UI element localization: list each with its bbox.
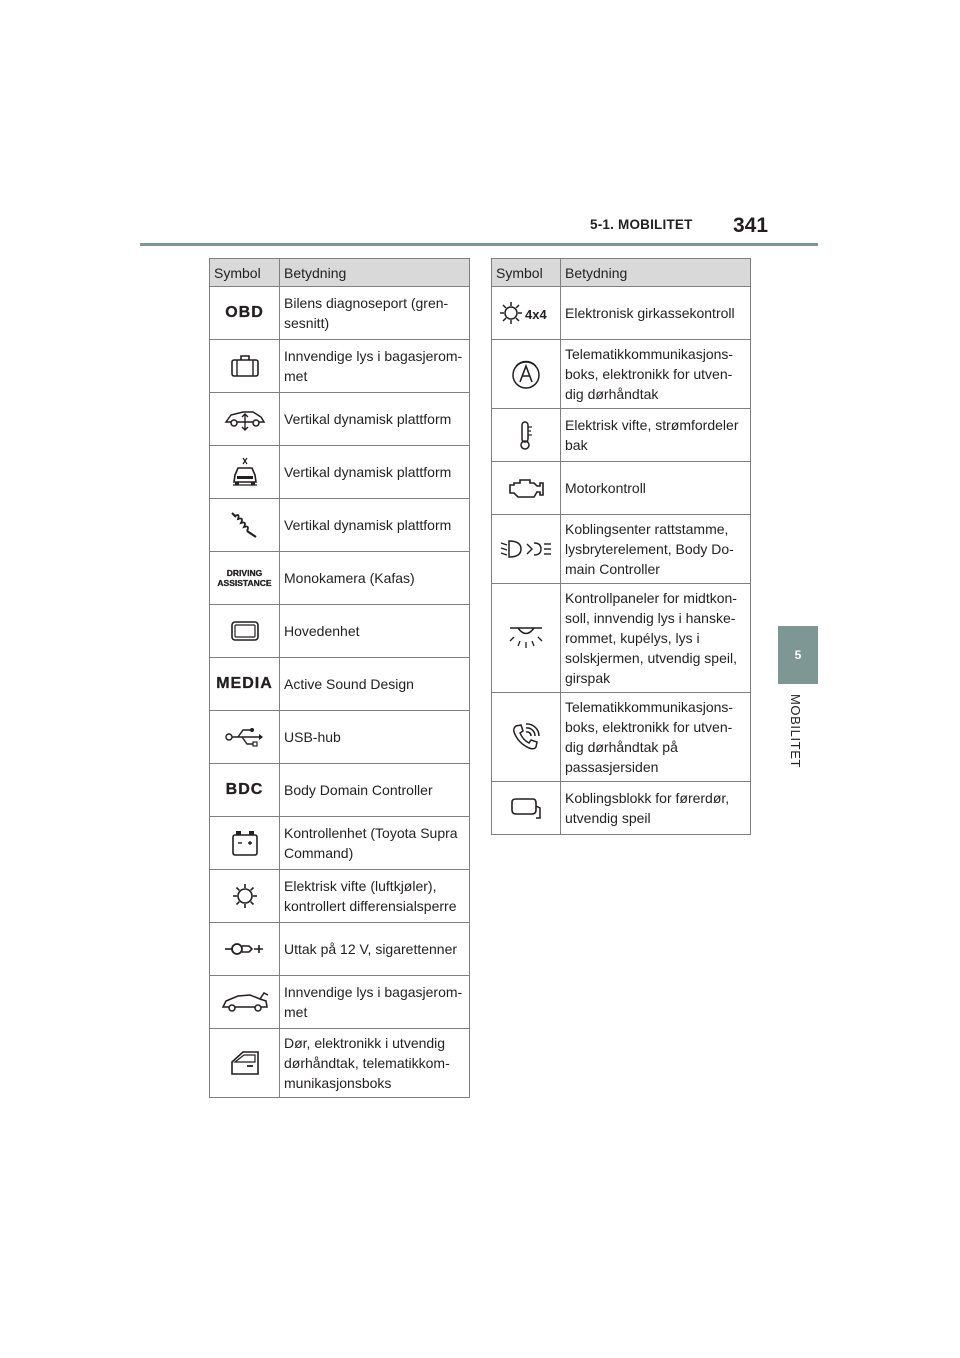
- ceiling-light-icon: [506, 625, 546, 651]
- col-meaning-header: Betydning: [561, 259, 751, 287]
- meaning-text: Active Sound Design: [280, 658, 470, 711]
- mirror-icon: [509, 796, 543, 820]
- meaning-text: Elektrisk vifte (luftkjøler), kontrollert differensialsperre: [280, 870, 470, 923]
- symbol-table-left: [209, 258, 470, 1098]
- usb-icon: [225, 726, 265, 748]
- table-row: [210, 446, 470, 499]
- table-row: [492, 693, 751, 782]
- table-row: [210, 711, 470, 764]
- screen-icon: [230, 620, 260, 642]
- table-row: [210, 870, 470, 923]
- table-row: [210, 605, 470, 658]
- meaning-text: Monokamera (Kafas): [280, 552, 470, 605]
- meaning-text: Hovedenhet: [280, 605, 470, 658]
- table-row: [210, 1029, 470, 1098]
- phone-icon: [510, 721, 542, 753]
- socket-icon: [223, 938, 267, 960]
- meaning-text: Uttak på 12 V, sigarettenner: [280, 923, 470, 976]
- meaning-text: Vertikal dynamisk plattform: [280, 499, 470, 552]
- table-row: [210, 923, 470, 976]
- table-row: [492, 287, 751, 340]
- meaning-text: USB-hub: [280, 711, 470, 764]
- table-row: [492, 515, 751, 584]
- table-row: [210, 393, 470, 446]
- table-row: [210, 287, 470, 340]
- header-rule: [140, 243, 818, 246]
- driving-assistance-text-icon: [217, 568, 271, 588]
- door-icon: [229, 1050, 261, 1076]
- bdc-text-icon: BDC: [225, 781, 264, 799]
- table-row: [492, 462, 751, 515]
- meaning-text: Vertikal dynamisk plattform: [280, 446, 470, 499]
- meaning-text: Innvendige lys i bagasjerom- met: [280, 976, 470, 1029]
- table-row: [210, 976, 470, 1029]
- section-title: 5-1. MOBILITET: [590, 217, 693, 232]
- car-height-icon: [223, 406, 267, 432]
- symbol-table-right: [491, 258, 751, 835]
- spring-icon: [230, 511, 260, 539]
- meaning-text: Vertikal dynamisk plattform: [280, 393, 470, 446]
- engine-icon: [506, 475, 546, 501]
- car-trunk-icon: [220, 989, 270, 1015]
- chapter-tab: 5: [778, 626, 818, 684]
- lights-icon: [499, 538, 553, 560]
- table-row: [492, 409, 751, 462]
- icon-line-1: DRIVING: [226, 568, 263, 578]
- meaning-text: Bilens diagnoseport (gren- sesnitt): [280, 287, 470, 340]
- obd-text-icon: OBD: [225, 304, 264, 322]
- meaning-text: Innvendige lys i bagasjerom- met: [280, 340, 470, 393]
- table-row: [210, 817, 470, 870]
- table-row: [210, 552, 470, 605]
- media-text-icon: MEDIA: [216, 675, 273, 693]
- battery-icon: [230, 829, 260, 857]
- page-number: 341: [733, 214, 769, 237]
- antenna-icon: [510, 358, 542, 390]
- car-front-icon: [230, 457, 260, 487]
- table-row: [210, 499, 470, 552]
- meaning-text: Koblingsenter rattstamme, lysbryterelement, Body Do- main Controller: [561, 515, 751, 584]
- col-symbol-header: Symbol: [210, 259, 280, 287]
- meaning-text: Telematikkommunikasjons- boks, elektronikk for utven- dig dørhåndtak: [561, 340, 751, 409]
- col-symbol-header: Symbol: [492, 259, 561, 287]
- gear-4x4-label: 4x4: [525, 307, 547, 322]
- gear-4x4-icon: [499, 300, 553, 326]
- meaning-text: Dør, elektronikk i utvendig dørhåndtak, telematikkom- munikasjonsboks: [280, 1029, 470, 1098]
- table-row: [210, 340, 470, 393]
- meaning-text: Kontrollenhet (Toyota Supra Command): [280, 817, 470, 870]
- luggage-icon: [230, 354, 260, 378]
- icon-line-2: ASSISTANCE: [217, 578, 272, 588]
- meaning-text: Body Domain Controller: [280, 764, 470, 817]
- meaning-text: Elektrisk vifte, strømfordeler bak: [561, 409, 751, 462]
- meaning-text: Elektronisk girkassekontroll: [561, 287, 751, 340]
- meaning-text: Koblingsblokk for førerdør, utvendig speil: [561, 782, 751, 835]
- meaning-text: Telematikkommunikasjons- boks, elektronikk for utven- dig dørhåndtak på passasjersiden: [561, 693, 751, 782]
- chapter-label: MOBILITET: [788, 694, 803, 769]
- table-row: [492, 340, 751, 409]
- table-row: [210, 658, 470, 711]
- table-row: [492, 584, 751, 693]
- meaning-text: Kontrollpaneler for midtkon- soll, innvendig lys i hanske- rommet, kupélys, lys i solskjermen, utvendig speil, girspak: [561, 584, 751, 693]
- table-row: [210, 764, 470, 817]
- col-meaning-header: Betydning: [280, 259, 470, 287]
- thermometer-icon: [516, 420, 536, 450]
- meaning-text: Motorkontroll: [561, 462, 751, 515]
- fan-icon: [231, 882, 259, 910]
- table-row: [492, 782, 751, 835]
